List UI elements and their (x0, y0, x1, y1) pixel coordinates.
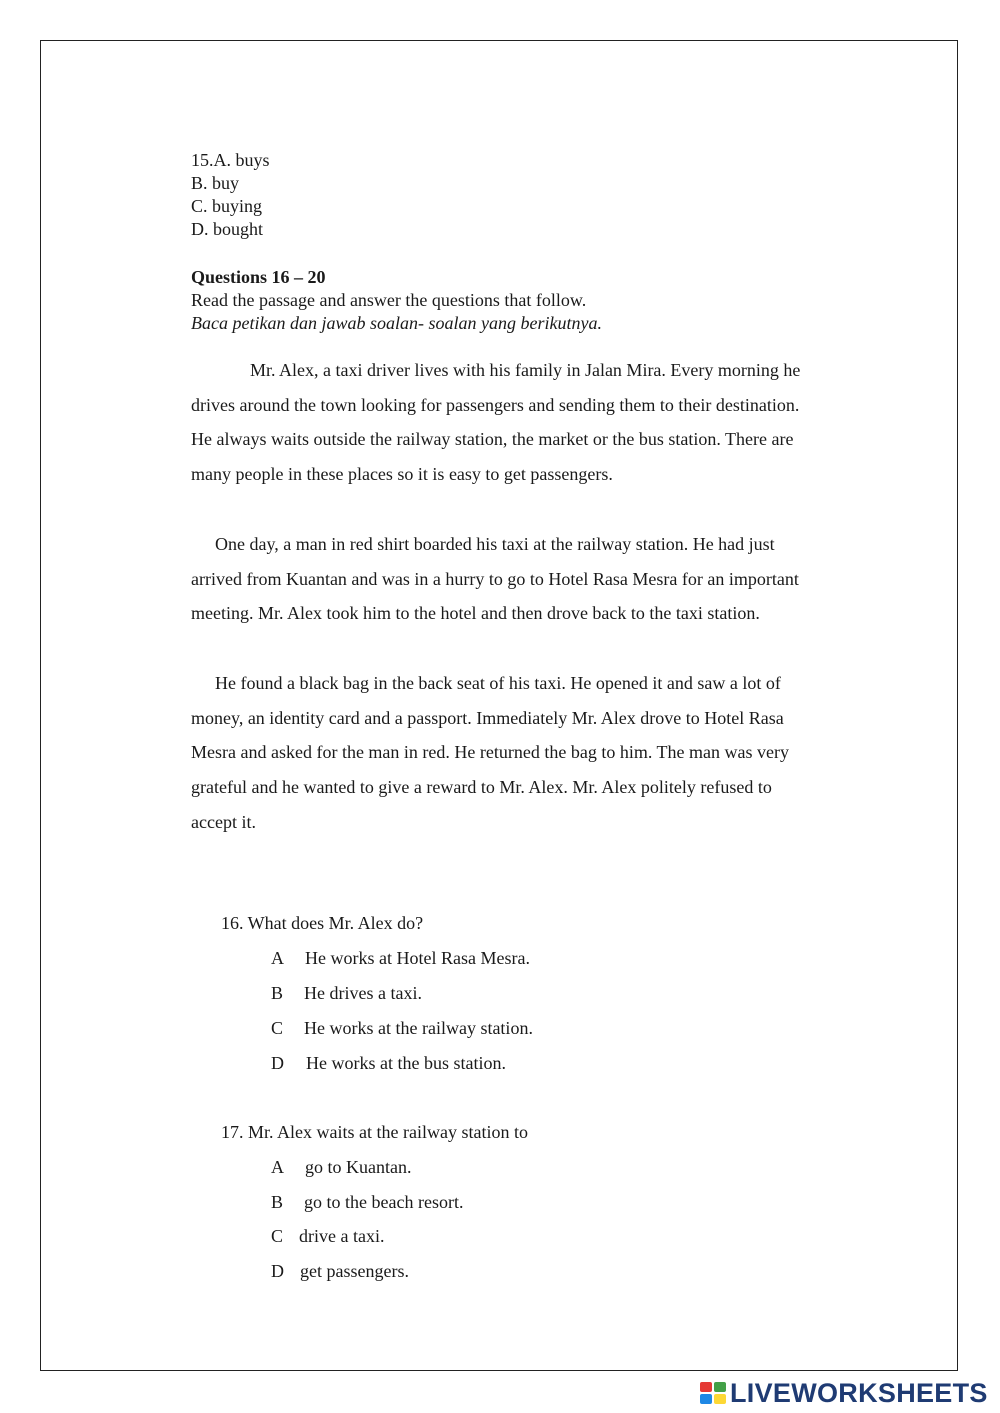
option-text: go to the beach resort. (304, 1192, 464, 1212)
passage-line: meeting. Mr. Alex took him to the hotel and then drove back to the taxi station. (191, 603, 760, 624)
q17-option-a[interactable] (271, 1157, 411, 1178)
instruction-malay: Baca petikan dan jawab soalan- soalan yang berikutnya. (191, 313, 602, 333)
logo-square-red (700, 1382, 712, 1392)
passage-line: arrived from Kuantan and was in a hurry to go to Hotel Rasa Mesra for an important (191, 568, 799, 589)
logo-square-yellow (714, 1394, 726, 1404)
passage-paragraph-1 (191, 353, 891, 492)
option-letter: A (271, 948, 284, 968)
question-17-stem: 17. Mr. Alex waits at the railway station to (221, 1122, 528, 1142)
logo-square-blue (700, 1394, 712, 1404)
q17-option-c[interactable] (271, 1226, 384, 1247)
option-letter: A (271, 1157, 284, 1177)
q15-option-b: B. buy (191, 173, 240, 193)
logo-square-green (714, 1382, 726, 1392)
option-text: drive a taxi. (299, 1226, 385, 1246)
passage-line: grateful and he wanted to give a reward to Mr. Alex. Mr. Alex politely refused to (191, 777, 772, 798)
option-text: He works at the bus station. (306, 1053, 506, 1073)
q16-option-c[interactable] (271, 1018, 533, 1039)
passage-line: He always waits outside the railway station, the market or the bus station. There are (191, 429, 794, 450)
option-letter: D (271, 1261, 284, 1281)
option-text: He works at the railway station. (304, 1018, 533, 1038)
instruction-english: Read the passage and answer the questions that follow. (191, 290, 587, 310)
q17-option-b[interactable] (271, 1192, 463, 1213)
passage-line: One day, a man in red shirt boarded his taxi at the railway station. He had just (215, 534, 775, 554)
option-letter: B (271, 983, 284, 1003)
logo-grid-icon (700, 1382, 726, 1404)
passage-paragraph-2 (191, 527, 891, 631)
passage-line: Mr. Alex, a taxi driver lives with his family in Jalan Mira. Every morning he (250, 360, 801, 380)
section-heading: Questions 16 – 20 (191, 267, 326, 287)
passage-line: money, an identity card and a passport. Immediately Mr. Alex drove to Hotel Rasa (191, 707, 784, 728)
logo-text: LIVEWORKSHEETS (730, 1377, 988, 1408)
passage-line: accept it. (191, 811, 256, 832)
question-16-stem: 16. What does Mr. Alex do? (221, 913, 424, 933)
liveworksheets-logo[interactable] (700, 1378, 988, 1408)
option-text: He drives a taxi. (304, 983, 422, 1003)
q16-option-d[interactable] (271, 1053, 506, 1074)
option-text: get passengers. (300, 1261, 409, 1281)
passage-line: many people in these places so it is easy to get passengers. (191, 464, 613, 485)
passage-line: Mesra and asked for the man in red. He returned the bag to him. The man was very (191, 742, 789, 763)
option-text: He works at Hotel Rasa Mesra. (305, 948, 530, 968)
passage-line: drives around the town looking for passengers and sending them to their destination. (191, 394, 800, 415)
option-letter: C (271, 1018, 284, 1038)
passage-paragraph-3 (191, 666, 891, 840)
option-letter: D (271, 1053, 284, 1073)
q15-option-d: D. bought (191, 219, 263, 239)
section-header (191, 266, 602, 335)
passage-line: He found a black bag in the back seat of his taxi. He opened it and saw a lot of (215, 673, 781, 693)
q16-option-b[interactable] (271, 983, 422, 1004)
q15-options (191, 149, 270, 241)
option-letter: B (271, 1192, 284, 1212)
q15-option-c: C. buying (191, 196, 263, 216)
option-letter: C (271, 1226, 284, 1246)
option-text: go to Kuantan. (305, 1157, 412, 1177)
q16-option-a[interactable] (271, 948, 530, 969)
q15-option-a: 15.A. buys (191, 150, 270, 170)
q17-option-d[interactable] (271, 1261, 409, 1282)
